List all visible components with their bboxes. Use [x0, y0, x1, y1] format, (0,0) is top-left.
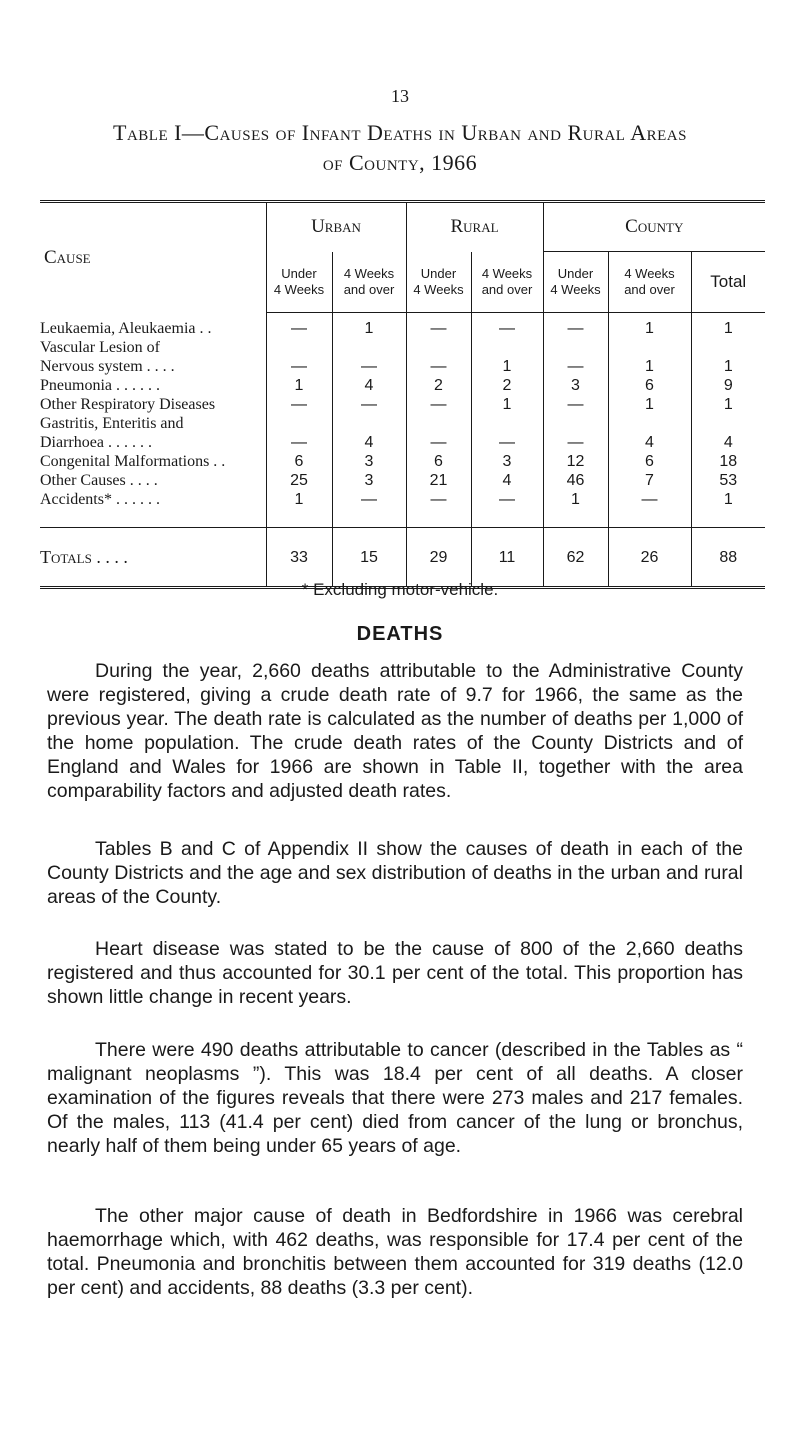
rural-under-4-weeks-header: Under 4 Weeks — [406, 252, 471, 313]
table-title-line-1: Table I—Causes of Infant Deaths in Urban and Rural Areas — [113, 120, 687, 145]
value-cell: — — [406, 414, 471, 452]
value-cell: — — [406, 338, 471, 376]
cause-line: Pneumonia . . . . . . — [40, 377, 160, 394]
value-cell: 25 — [266, 471, 332, 490]
value-cell: 6 — [608, 376, 691, 395]
value-cell: 6 — [608, 452, 691, 471]
value-cell: 1 — [471, 395, 543, 414]
value-cell: — — [543, 395, 608, 414]
value-cell: 1 — [691, 395, 765, 414]
value-cell: 3 — [332, 471, 406, 490]
table-title-line-2: of County, 1966 — [322, 150, 478, 175]
table-row — [40, 376, 765, 395]
table-row — [40, 338, 765, 376]
cause-cell — [40, 471, 266, 490]
cause-line: Vascular Lesion of — [40, 339, 160, 356]
totals-cell: 62 — [543, 528, 608, 587]
cause-line: Congenital Malformations . . — [40, 453, 226, 470]
value-cell: 1 — [266, 376, 332, 395]
value-cell: 4 — [332, 376, 406, 395]
page-number: 13 — [391, 86, 409, 106]
value-cell: 4 — [691, 414, 765, 452]
table-row — [40, 490, 765, 528]
value-cell: 2 — [406, 376, 471, 395]
county-under-4-weeks-header: Under 4 Weeks — [543, 252, 608, 313]
value-cell: — — [471, 490, 543, 528]
value-cell: 1 — [543, 490, 608, 528]
value-cell: 1 — [471, 338, 543, 376]
value-cell: 53 — [691, 471, 765, 490]
value-cell: — — [543, 338, 608, 376]
table-title — [60, 118, 740, 178]
urban-4-weeks-over-header: 4 Weeks and over — [332, 252, 406, 313]
paragraph: Heart disease was stated to be the cause of 800 of the 2,660 deaths registered and thus accounted for 30.1 per cent of the total. This proportion has shown little change in recent years. — [47, 938, 743, 1008]
value-cell: — — [406, 395, 471, 414]
county-4-weeks-over-header: 4 Weeks and over — [608, 252, 691, 313]
cause-line: Diarrhoea . . . . . . — [40, 434, 152, 451]
cause-line: Gastritis, Enteritis and — [40, 415, 184, 432]
table-footnote: * Excluding motor-vehicle. — [301, 580, 499, 599]
cause-line: Accidents* . . . . . . — [40, 491, 160, 508]
paragraph: Tables B and C of Appendix II show the causes of death in each of the County Districts and the age and sex distribution of deaths in the urban and rural areas of the County. — [47, 838, 743, 908]
cause-cell — [40, 395, 266, 414]
table-row — [40, 452, 765, 471]
cause-line: Leukaemia, Aleukaemia . . — [40, 320, 212, 337]
value-cell: 3 — [543, 376, 608, 395]
value-cell: 4 — [608, 414, 691, 452]
totals-row — [40, 528, 765, 587]
totals-cell: 33 — [266, 528, 332, 587]
totals-cell: 15 — [332, 528, 406, 587]
value-cell: 1 — [608, 395, 691, 414]
value-cell: 9 — [691, 376, 765, 395]
cause-cell — [40, 490, 266, 528]
paragraph: There were 490 deaths attributable to cancer (described in the Tables as “ malignant neoplasms ”). This was 18.4 per cent of all deaths. A closer examination of the figures reveals that there were 273 males and 217 females. Of the males, 113 (41.4 per cent) died from cancer of the lung or bronchus, nearly half of them being under 65 years of age. — [47, 1039, 743, 1157]
value-cell: 4 — [332, 414, 406, 452]
value-cell: — — [332, 338, 406, 376]
infant-deaths-table — [40, 200, 765, 589]
value-cell: 1 — [608, 338, 691, 376]
value-cell: 3 — [471, 452, 543, 471]
totals-cell: 29 — [406, 528, 471, 587]
group-header-county: County — [543, 203, 765, 252]
cause-cell — [40, 338, 266, 376]
totals-cell: 88 — [691, 528, 765, 587]
value-cell: 1 — [691, 313, 765, 339]
value-cell: — — [406, 490, 471, 528]
totals-cell: 11 — [471, 528, 543, 587]
cause-line: Other Causes . . . . — [40, 472, 158, 489]
cause-cell — [40, 313, 266, 339]
cause-header: Cause — [44, 246, 91, 268]
paragraph: During the year, 2,660 deaths attributable to the Administrative County were registered, giving a crude death rate of 9.7 for 1966, the same as the previous year. The death rate is calculated as the number of deaths per 1,000 of the home population. The crude death rates of the County Districts and of England and Wales for 1966 are shown in Table II, together with the area comparability factors and adjusted death rates. — [47, 660, 743, 802]
urban-under-4-weeks-header: Under 4 Weeks — [266, 252, 332, 313]
value-cell: 2 — [471, 376, 543, 395]
county-total-header: Total — [691, 252, 765, 313]
value-cell: — — [543, 313, 608, 339]
cause-cell — [40, 376, 266, 395]
totals-label: Totals . . . . — [40, 528, 266, 587]
value-cell: — — [266, 414, 332, 452]
value-cell: 1 — [691, 338, 765, 376]
value-cell: — — [332, 490, 406, 528]
value-cell: — — [406, 313, 471, 339]
table-row — [40, 313, 765, 339]
value-cell: 3 — [332, 452, 406, 471]
value-cell: — — [332, 395, 406, 414]
value-cell: — — [608, 490, 691, 528]
value-cell: 1 — [608, 313, 691, 339]
value-cell: — — [266, 313, 332, 339]
cause-cell — [40, 452, 266, 471]
rural-4-weeks-over-header: 4 Weeks and over — [471, 252, 543, 313]
section-heading-deaths: DEATHS — [356, 623, 444, 645]
value-cell: — — [471, 313, 543, 339]
value-cell: 1 — [332, 313, 406, 339]
cause-line: Nervous system . . . . — [40, 358, 175, 375]
value-cell: 6 — [266, 452, 332, 471]
value-cell: — — [471, 414, 543, 452]
table-row — [40, 395, 765, 414]
table-row — [40, 414, 765, 452]
cause-line: Other Respiratory Diseases — [40, 396, 216, 413]
value-cell: 7 — [608, 471, 691, 490]
table-body — [40, 313, 765, 528]
paragraph: The other major cause of death in Bedfordshire in 1966 was cerebral haemorrhage which, with 462 deaths, was responsible for 17.4 per cent of the total. Pneumonia and bronchitis between them accounted for 319 deaths (12.0 per cent) and accidents, 88 deaths (3.3 per cent). — [47, 1205, 743, 1299]
group-header-rural: Rural — [406, 203, 543, 252]
value-cell: — — [266, 395, 332, 414]
value-cell: 1 — [266, 490, 332, 528]
value-cell: 4 — [471, 471, 543, 490]
value-cell: 12 — [543, 452, 608, 471]
group-header-urban: Urban — [266, 203, 406, 252]
value-cell: 18 — [691, 452, 765, 471]
value-cell: — — [543, 414, 608, 452]
cause-cell — [40, 414, 266, 452]
value-cell: 46 — [543, 471, 608, 490]
value-cell: 1 — [691, 490, 765, 528]
value-cell: 21 — [406, 471, 471, 490]
totals-cell: 26 — [608, 528, 691, 587]
table-row — [40, 471, 765, 490]
value-cell: — — [266, 338, 332, 376]
value-cell: 6 — [406, 452, 471, 471]
